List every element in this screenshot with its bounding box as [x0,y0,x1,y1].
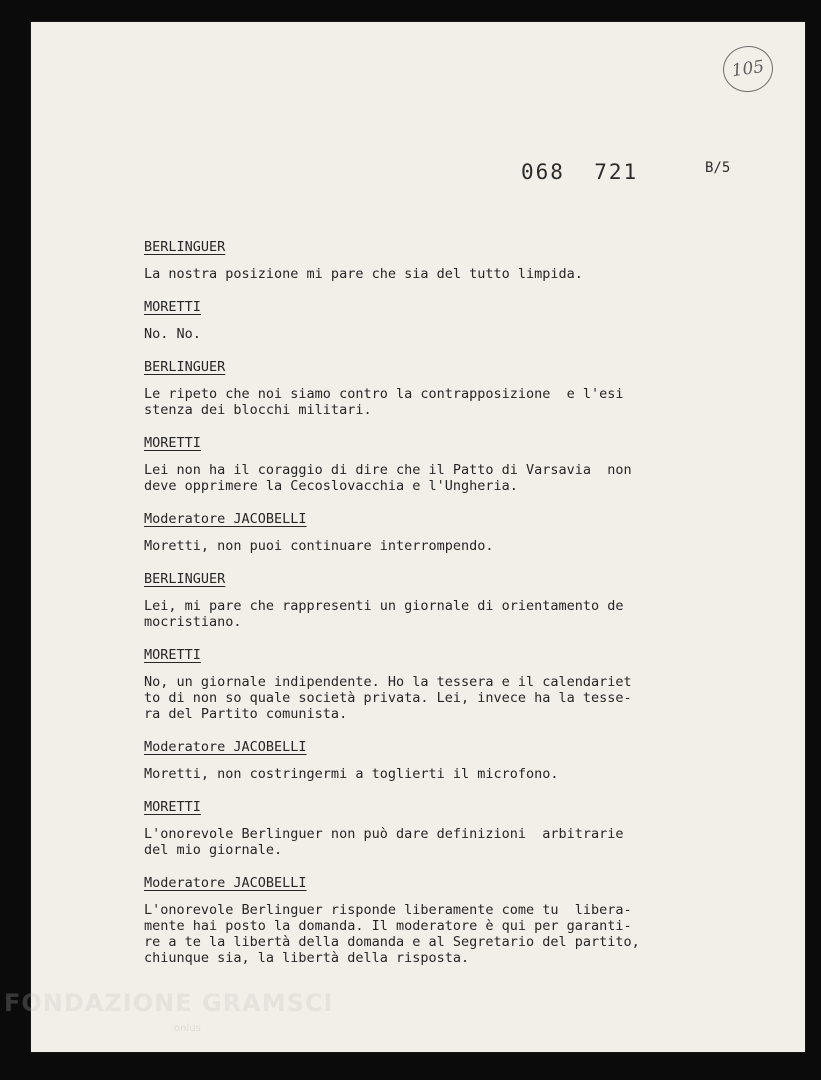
transcript-entry [144,239,744,282]
speaker-label: BERLINGUER [144,359,226,375]
speaker-label: MORETTI [144,799,201,815]
transcript [144,239,744,983]
speech-text: No. No. [144,326,201,342]
speaker-label: MORETTI [144,647,201,663]
speech-text: Le ripeto che noi siamo contro la contrapposizione e l'esi stenza dei blocchi militari. [144,386,624,418]
transcript-entry [144,739,744,782]
transcript-entry [144,875,744,966]
transcript-entry [144,435,744,494]
speaker-label: MORETTI [144,299,201,315]
archive-number: 068 721 [521,160,639,184]
sheet-code: B/5 [705,160,731,176]
speech-text: Lei non ha il coraggio di dire che il Patto di Varsavia non deve opprimere la Cecoslovacchia e l'Ungheria. [144,462,632,494]
speech-text: L'onorevole Berlinguer non può dare definizioni arbitrarie del mio giornale. [144,826,624,858]
speaker-label: BERLINGUER [144,239,226,255]
speaker-label: Moderatore JACOBELLI [144,511,307,527]
watermark-title: FONDAZIONE GRAMSCI [4,989,334,1017]
speech-text: Moretti, non costringermi a toglierti il microfono. [144,766,559,782]
transcript-entry [144,799,744,858]
speaker-label: Moderatore JACOBELLI [144,875,307,891]
speech-text: Lei, mi pare che rappresenti un giornale di orientamento de mocristiano. [144,598,624,630]
watermark-subtitle: onlus [174,1023,201,1034]
transcript-entry [144,299,744,342]
transcript-entry [144,511,744,554]
transcript-entry [144,359,744,418]
speaker-label: BERLINGUER [144,571,226,587]
transcript-entry [144,571,744,630]
speech-text: Moretti, non puoi continuare interrompendo. [144,538,494,554]
handwritten-page-number: 105 [720,43,776,96]
speaker-label: Moderatore JACOBELLI [144,739,307,755]
typewritten-page [31,22,805,1052]
speech-text: L'onorevole Berlinguer risponde liberamente come tu libera- mente hai posto la domanda. Il moderatore è qui per garanti- re a te la libertà della domanda e al Segretario del partito, chiunque sia, la libertà della risposta. [144,902,640,966]
transcript-entry [144,647,744,722]
speaker-label: MORETTI [144,435,201,451]
speech-text: La nostra posizione mi pare che sia del tutto limpida. [144,266,583,282]
speech-text: No, un giornale indipendente. Ho la tessera e il calendariet to di non so quale società privata. Lei, invece ha la tesse- ra del Partito comunista. [144,674,632,722]
